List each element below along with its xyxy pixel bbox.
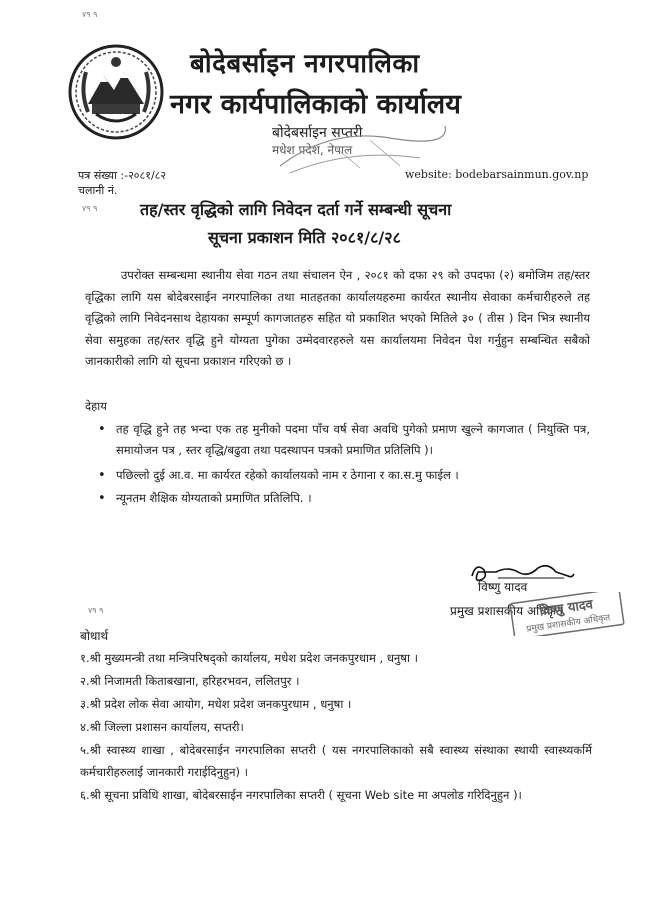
reference-number: पत्र संख्या :-२०८१/८२ (78, 169, 167, 182)
signatory-title: प्रमुख प्रशासकीय अधिकृत (450, 604, 563, 618)
cc-item: ६.श्री सूचना प्रविधि शाखा, बोदेबरसाईन नगरपालिका सप्तरी ( सूचना Web site मा अपलोड गरिदिनुहुन )। (80, 787, 522, 802)
office-name: नगर कार्यपालिकाको कार्यालय (170, 89, 461, 120)
requirements-list (96, 419, 590, 511)
cc-heading: बोधार्थ (80, 629, 109, 643)
margin-mark: ٩ ٧٩ (88, 606, 104, 615)
nepal-emblem-logo (66, 42, 166, 142)
website-label: website: bodebarsainmun.gov.np (405, 168, 589, 181)
notice-body: उपरोक्त सम्बन्धमा स्थानीय सेवा गठन तथा संचालन ऐन , २०८१ को दफा २९ को उपदफा (२) बमोजिम तह/स्तर वृद्धिका लागि यस बोदेबरसाईन नगरपालिका तथा मातहतका कार्यालयहरुमा कार्यरत स्थानीय सेवाका कर्मचारीहरुले तह वृद्धिको लागि निवेदनसाथ देहायका सम्पूर्ण कागजातहरु सहित यो प्रकाशित भएको मितिले ३० ( तीस ) दिन भित्र स्थानीय सेवा समुहका तह/स्तर वृद्धि हुने योग्यता पुगेका उम्मेदवारहरुले यस कार्यालयमा निवेदन पेश गर्नुहुन सम्बन्धित सबैको जानकारीको लागि यो सूचना प्रकाशन गरिएको छ । (85, 268, 590, 368)
margin-mark: ٩ ٧٩ (82, 204, 98, 213)
cc-item: ३.श्री प्रदेश लोक सेवा आयोग, मधेश प्रदेश जनकपुरधाम , धनुषा । (80, 697, 352, 711)
list-item: • तह वृद्धि हुने तह भन्दा एक तह मुनीको पदमा पाँच वर्ष सेवा अवधि पुगेको प्रमाण खुल्ने कागजात ( नियुक्ति पत्र, समायोजन पत्र , स्तर वृद्धि/बढुवा तथा पदस्थापन पत्रको प्रमाणित प्रतिलिपि )। (96, 419, 590, 461)
list-item: • न्यूनतम शैक्षिक योग्यताको प्रमाणित प्रतिलिपि. । (96, 488, 590, 509)
margin-mark: ٩ ٧٩ (82, 10, 98, 19)
cc-list (80, 648, 592, 808)
office-province: मधेश प्रदेश, नेपाल (272, 143, 353, 157)
publish-date: सूचना प्रकाशन मिति २०८१/८/२८ (208, 228, 401, 247)
cc-item: १.श्री मुख्यमन्त्री तथा मन्त्रिपरिषद्को कार्यालय, मधेश प्रदेश जनकपुरधाम , धनुषा । (80, 651, 418, 665)
municipality-name: बोदेबर्साइन नगरपालिका (190, 49, 420, 79)
notice-title: तह/स्तर वृद्धिको लागि निवेदन दर्ता गर्ने सम्बन्धी सूचना (140, 200, 452, 219)
svg-text:विष्णु यादव: विष्णु यादव (538, 597, 594, 620)
svg-text:प्रमुख प्रशासकीय अधिकृत: प्रमुख प्रशासकीय अधिकृत (525, 613, 611, 635)
office-location: बोदेबर्साइन सप्तरी (272, 125, 363, 141)
signatory-name: विष्णु यादव (478, 580, 528, 594)
cc-item: ४.श्री जिल्ला प्रशासन कार्यालय, सप्तरी। (80, 720, 244, 734)
dispatch-number: चलानी नं. (78, 184, 118, 197)
list-item: • पछिल्लो दुई आ.व. मा कार्यरत रहेको कार्यालयको नाम र ठेगाना र का.स.मु फाईल । (96, 465, 590, 486)
cc-item: ५.श्री स्वास्थ्य शाखा , बोदेबरसाईन नगरपालिका सप्तरी ( यस नगरपालिकाको सबै स्वास्थ्य संस्थाका स्थायी स्वास्थ्यकर्मि कर्मचारीहरुलाई जानकारी गराईदिनुहुन) । (80, 743, 592, 779)
cc-item: २.श्री निजामती किताबखाना, हरिहरभवन, ललितपुर । (80, 674, 300, 688)
requirements-heading: देहाय (85, 399, 107, 413)
official-seal (508, 592, 626, 636)
